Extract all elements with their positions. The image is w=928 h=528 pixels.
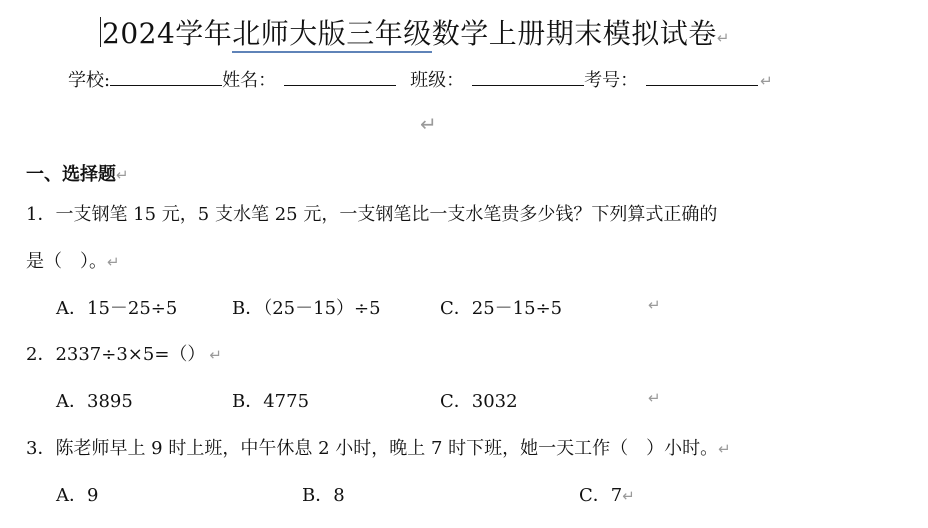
paragraph-mark-icon: ↵ <box>622 487 635 505</box>
school-blank[interactable] <box>110 71 222 86</box>
question-1-option-c: C．25－15÷5 <box>440 298 563 319</box>
section-title: 一、选择题 <box>26 164 116 185</box>
title-part1: 学年 <box>175 17 233 50</box>
question-3-option-b: B．8 <box>302 485 345 506</box>
student-info-line <box>68 66 773 92</box>
question-3-stem-text: 3．陈老师早上 9 时上班，中午休息 2 小时，晚上 7 时下班，她一天工作（ ）小时。 <box>26 438 719 459</box>
paragraph-mark-icon: ↵ <box>716 29 730 47</box>
title-underlined-text: 北师大版三年级 <box>232 17 432 53</box>
question-3-option-a: A．9 <box>56 485 99 506</box>
question-3-option-c-text: C．7 <box>579 485 623 506</box>
name-blank[interactable] <box>284 71 396 86</box>
question-2-stem-text: 2．2337÷3×5=（） <box>26 344 206 365</box>
question-1-stem-text: 是（ ）。 <box>26 251 107 272</box>
question-2-option-c: C．3032 <box>440 391 518 412</box>
question-3-option-c <box>579 481 635 507</box>
question-1-stem-line2 <box>26 247 120 273</box>
document-title <box>100 12 730 52</box>
question-2-option-a: A．3895 <box>56 391 133 412</box>
paragraph-mark-icon: ↵ <box>420 112 437 136</box>
paragraph-mark-icon: ↵ <box>648 296 661 314</box>
paragraph-mark-icon: ↵ <box>718 440 731 458</box>
paragraph-mark-icon: ↵ <box>648 389 661 407</box>
number-label: 考号： <box>584 70 639 91</box>
question-2-stem <box>26 340 222 366</box>
paragraph-mark-icon: ↵ <box>760 72 773 90</box>
school-label: 学校: <box>68 70 111 91</box>
question-2-option-b: B．4775 <box>232 391 310 412</box>
question-3-stem <box>26 434 731 460</box>
class-label: 班级： <box>410 70 465 91</box>
paragraph-mark-icon: ↵ <box>209 346 222 364</box>
number-blank[interactable] <box>646 71 758 86</box>
text-cursor <box>100 17 101 47</box>
question-1-option-b: B．（25－15）÷5 <box>232 298 381 319</box>
paragraph-mark-icon: ↵ <box>107 253 120 271</box>
question-1-stem-line1: 1．一支钢笔 15 元，5 支水笔 25 元，一支钢笔比一支水笔贵多少钱？下列算式正确的 <box>26 204 718 225</box>
question-1-option-a: A．15－25÷5 <box>56 298 178 319</box>
title-year: 2024 <box>102 17 176 50</box>
title-part2: 数学上册期末模拟试卷 <box>431 17 717 50</box>
section-heading <box>26 160 129 186</box>
paragraph-mark-icon: ↵ <box>116 166 129 184</box>
class-blank[interactable] <box>472 71 584 86</box>
name-label: 姓名： <box>222 70 277 91</box>
